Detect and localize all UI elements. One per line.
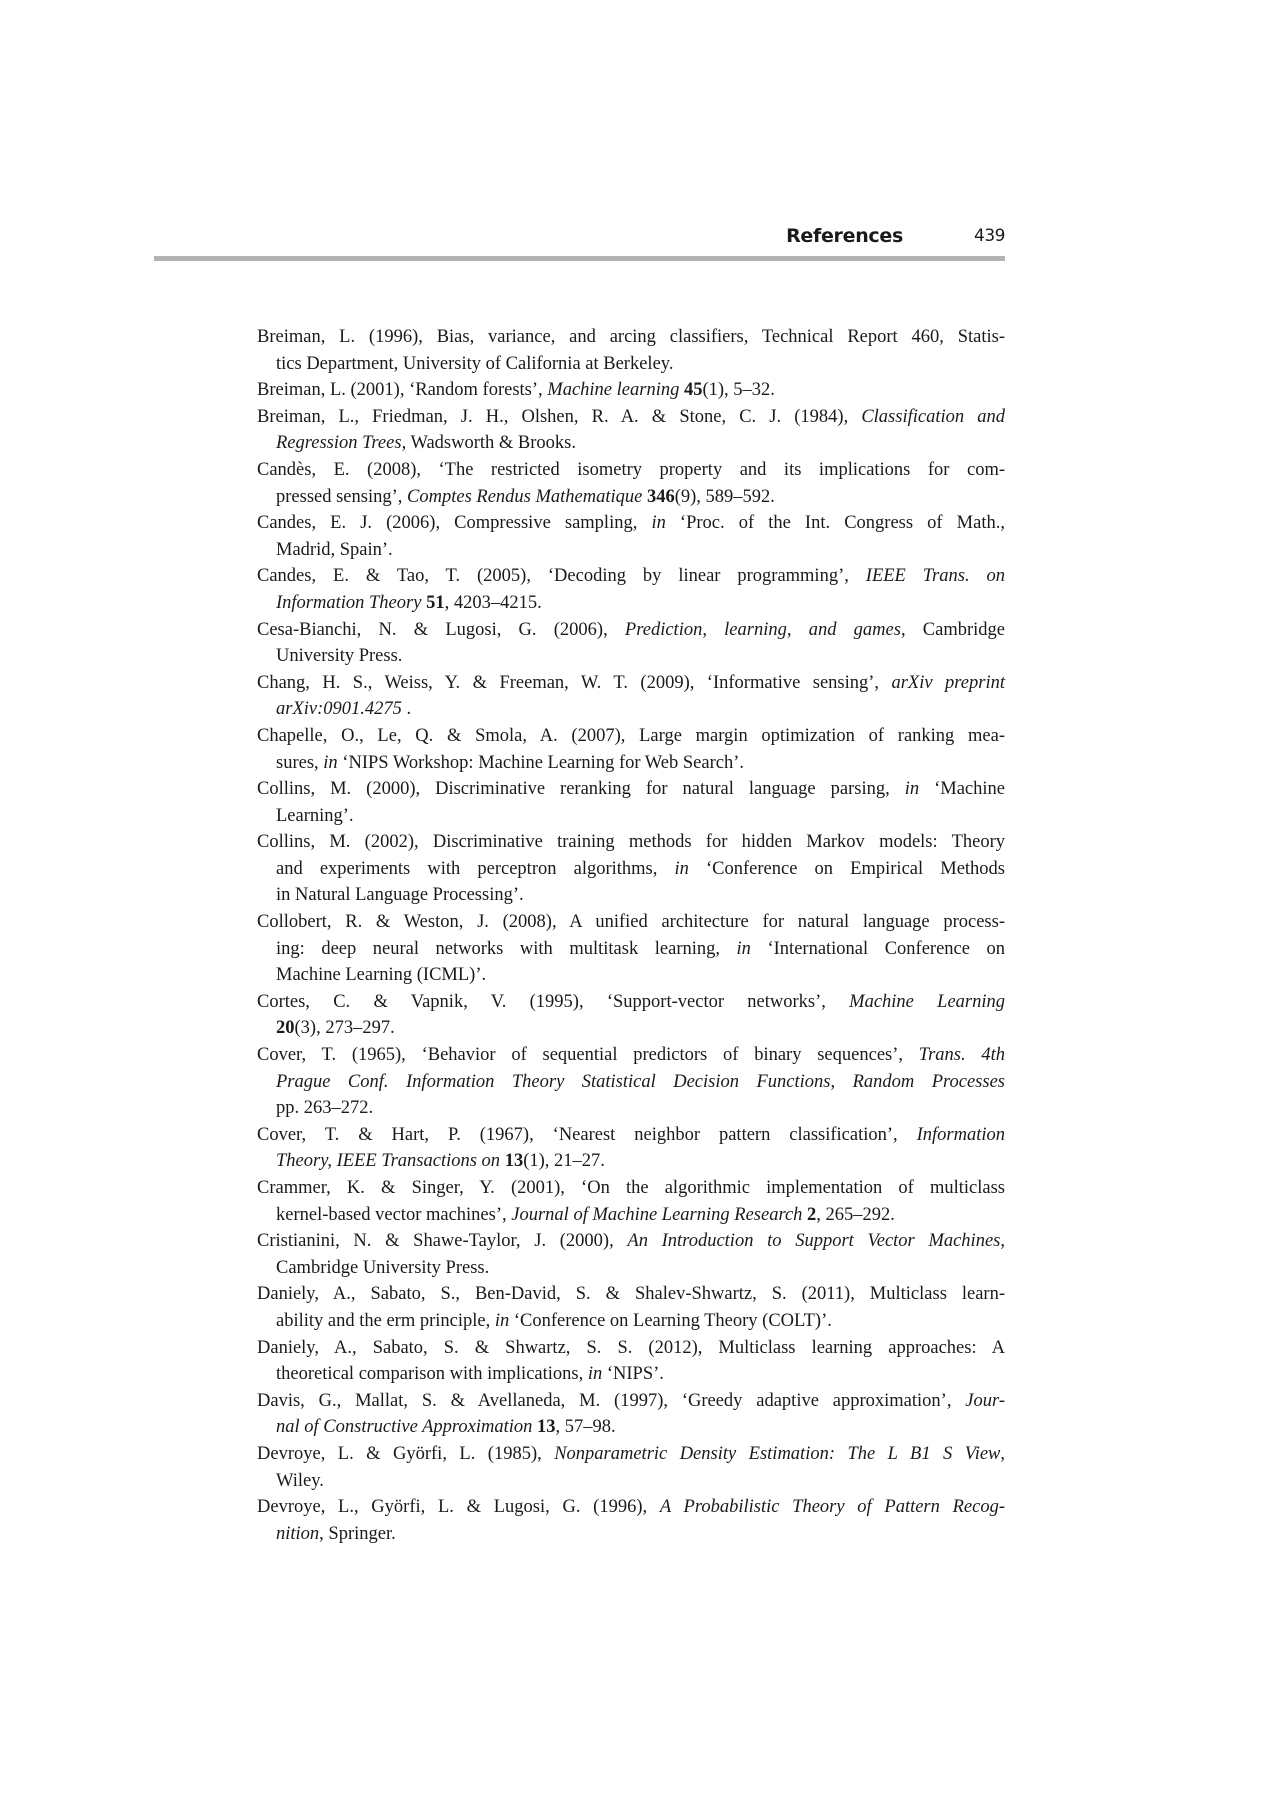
reference-text: tics Department, University of California at Berkeley.: [276, 353, 674, 374]
reference-line: [257, 856, 1005, 883]
reference-text: , 4203–4215.: [444, 592, 542, 613]
reference-text: theoretical comparison with implications,: [276, 1364, 588, 1385]
reference-entry: [257, 776, 1005, 829]
reference-entry: [257, 909, 1005, 989]
reference-text: ‘NIPS Workshop: Machine Learning for Web Search’.: [337, 752, 744, 773]
reference-entry: [257, 1122, 1005, 1175]
reference-text: Machine Learning (ICML)’.: [276, 965, 487, 986]
reference-text: Daniely, A., Sabato, S., Ben-David, S. & Shalev-Shwartz, S. (2011), Multiclass learn-: [257, 1284, 1005, 1305]
reference-text: Chapelle, O., Le, Q. & Smola, A. (2007), Large margin optimization of ranking mea-: [257, 725, 1005, 746]
reference-entry: [257, 324, 1005, 377]
reference-line: [257, 1414, 1005, 1441]
reference-text: sures,: [276, 752, 324, 773]
reference-text: Learning’.: [276, 805, 354, 826]
reference-volume: 51: [426, 592, 445, 613]
reference-text: Breiman, L. (2001), ‘Random forests’,: [257, 380, 548, 401]
reference-line: [257, 1015, 1005, 1042]
reference-title-italic: nition: [276, 1523, 320, 1544]
reference-text: Crammer, K. & Singer, Y. (2001), ‘On the algorithmic implementation of multiclass: [257, 1178, 1005, 1198]
reference-text: ‘Proc. of the Int. Congress of Math.,: [665, 513, 1005, 534]
reference-title-italic: Comptes Rendus Mathematique: [407, 486, 643, 507]
reference-text: (1), 5–32.: [702, 380, 775, 401]
reference-line: [257, 1148, 1005, 1175]
reference-text: , Wadsworth & Brooks.: [401, 433, 576, 454]
reference-text: Breiman, L., Friedman, J. H., Olshen, R. A. & Stone, C. J. (1984),: [257, 406, 862, 427]
reference-text: ability and the erm principle,: [276, 1310, 495, 1331]
reference-entry: [257, 670, 1005, 723]
reference-line: [257, 377, 1005, 404]
reference-text: Wiley.: [276, 1470, 324, 1491]
reference-line: [257, 510, 1005, 537]
reference-line: [257, 989, 1005, 1016]
reference-text: in Natural Language Processing’.: [276, 885, 524, 906]
reference-text: (1), 21–27.: [523, 1151, 605, 1172]
reference-line: [257, 1042, 1005, 1069]
reference-line: [257, 936, 1005, 963]
reference-line: [257, 750, 1005, 777]
reference-title-italic: A Probabilistic Theory of Pattern Recog-: [659, 1497, 1005, 1518]
reference-title-italic: in: [736, 938, 751, 959]
reference-entry: [257, 723, 1005, 776]
reference-title-italic: Machine Learning: [849, 991, 1005, 1012]
reference-title-italic: arXiv preprint: [891, 672, 1005, 693]
reference-title-italic: IEEE Trans. on: [865, 566, 1005, 587]
reference-text: Cover, T. & Hart, P. (1967), ‘Nearest neighbor pattern classification’,: [257, 1124, 917, 1145]
reference-title-italic: in: [674, 858, 689, 879]
reference-line: [257, 1521, 1005, 1548]
reference-line: [257, 590, 1005, 617]
reference-title-italic: Trans. 4th: [918, 1045, 1006, 1066]
reference-title-italic: Regression Trees: [276, 433, 402, 454]
reference-volume: 45: [683, 380, 703, 401]
reference-text: Collobert, R. & Weston, J. (2008), A unified architecture for natural language process-: [257, 912, 1005, 933]
reference-line: [257, 643, 1005, 670]
reference-text: .: [401, 699, 412, 720]
reference-line: [257, 351, 1005, 378]
reference-entry: [257, 457, 1005, 510]
reference-text: Cristianini, N. & Shawe-Taylor, J. (2000),: [257, 1231, 628, 1252]
reference-line: [257, 1228, 1005, 1255]
reference-line: [257, 776, 1005, 803]
reference-line: [257, 1202, 1005, 1229]
reference-line: [257, 909, 1005, 936]
reference-text: , 57–98.: [555, 1417, 616, 1438]
reference-entry: [257, 1335, 1005, 1388]
reference-text: University Press.: [276, 646, 403, 667]
reference-text: Collins, M. (2002), Discriminative training methods for hidden Markov models: Theory: [257, 832, 1005, 853]
reference-volume: 13: [537, 1417, 556, 1438]
reference-text: ing: deep neural networks with multitask learning,: [276, 938, 737, 959]
reference-title-italic: Information: [916, 1124, 1005, 1145]
reference-text: ,: [1000, 1231, 1005, 1252]
reference-title-italic: in: [587, 1364, 603, 1385]
reference-line: [257, 962, 1005, 989]
header-rule: [154, 256, 1005, 261]
reference-text: Chang, H. S., Weiss, Y. & Freeman, W. T. (2009), ‘Informative sensing’,: [257, 672, 892, 693]
reference-volume: 2: [807, 1204, 817, 1225]
reference-title-italic: Theory, IEEE Transactions on: [276, 1151, 501, 1172]
reference-text: ‘NIPS’.: [602, 1364, 664, 1385]
reference-line: [257, 696, 1005, 723]
reference-line: [257, 1095, 1005, 1122]
reference-line: [257, 324, 1005, 351]
reference-text: pressed sensing’,: [276, 486, 408, 507]
reference-list: [257, 324, 1005, 1547]
reference-text: Cortes, C. & Vapnik, V. (1995), ‘Support-vector networks’,: [257, 991, 850, 1012]
reference-line: [257, 1388, 1005, 1415]
reference-text: Candes, E. J. (2006), Compressive sampling,: [257, 513, 652, 534]
reference-line: [257, 1122, 1005, 1149]
reference-text: , Springer.: [319, 1523, 396, 1544]
reference-entry: [257, 1228, 1005, 1281]
reference-line: [257, 404, 1005, 431]
reference-title-italic: in: [323, 752, 338, 773]
reference-line: [257, 1255, 1005, 1282]
reference-text: Cesa-Bianchi, N. & Lugosi, G. (2006),: [257, 619, 625, 640]
reference-entry: [257, 1494, 1005, 1547]
reference-line: [257, 1468, 1005, 1495]
reference-line: [257, 563, 1005, 590]
reference-text: ‘International Conference on: [750, 938, 1005, 959]
reference-entry: [257, 617, 1005, 670]
reference-text: ‘Conference on Learning Theory (COLT)’.: [509, 1310, 832, 1331]
reference-line: [257, 484, 1005, 511]
reference-title-italic: An Introduction to Support Vector Machines: [627, 1231, 1001, 1252]
reference-entry: [257, 1441, 1005, 1494]
reference-line: [257, 670, 1005, 697]
reference-title-italic: Information Theory: [276, 592, 422, 613]
reference-text: Cover, T. (1965), ‘Behavior of sequential predictors of binary sequences’,: [257, 1045, 919, 1066]
reference-text: Breiman, L. (1996), Bias, variance, and arcing classifiers, Technical Report 460, Statis-: [257, 327, 1005, 347]
reference-line: [257, 537, 1005, 564]
reference-text: and experiments with perceptron algorithms,: [276, 858, 675, 879]
reference-title-italic: in: [651, 513, 666, 534]
reference-text: Candès, E. (2008), ‘The restricted isometry property and its implications for com-: [257, 459, 1005, 480]
reference-volume: 346: [646, 486, 675, 507]
reference-text: (3), 273–297.: [294, 1018, 395, 1039]
reference-line: [257, 1361, 1005, 1388]
reference-line: [257, 882, 1005, 909]
reference-entry: [257, 510, 1005, 563]
reference-title-italic: Classification and: [861, 406, 1005, 427]
reference-text: Madrid, Spain’.: [276, 539, 393, 560]
reference-text: ‘Machine: [919, 779, 1005, 800]
reference-line: [257, 803, 1005, 830]
running-header: [154, 225, 1005, 251]
reference-text: Collins, M. (2000), Discriminative reranking for natural language parsing,: [257, 779, 905, 800]
reference-title-italic: Machine learning: [547, 380, 680, 401]
reference-line: [257, 1335, 1005, 1362]
section-title: References: [786, 225, 903, 247]
reference-line: [257, 430, 1005, 457]
reference-line: [257, 1494, 1005, 1521]
reference-text: Daniely, A., Sabato, S. & Shwartz, S. S. (2012), Multiclass learning approaches: A: [257, 1337, 1005, 1358]
page-number: 439: [974, 226, 1005, 246]
reference-entry: [257, 1175, 1005, 1228]
reference-text: Davis, G., Mallat, S. & Avellaneda, M. (1997), ‘Greedy adaptive approximation’,: [257, 1390, 966, 1411]
reference-text: pp. 263–272.: [276, 1098, 374, 1119]
reference-line: [257, 617, 1005, 644]
reference-entry: [257, 1388, 1005, 1441]
reference-text: ‘Conference on Empirical Methods: [688, 858, 1005, 879]
reference-title-italic: in: [904, 779, 920, 800]
reference-title-italic: nal of Constructive Approximation: [276, 1417, 533, 1438]
reference-text: , Cambridge: [900, 619, 1005, 640]
reference-title-italic: Prague Conf. Information Theory Statistical Decision Functions, Random Processes: [276, 1071, 1005, 1092]
reference-line: [257, 1281, 1005, 1308]
reference-text: Devroye, L., Györfi, L. & Lugosi, G. (1996),: [257, 1497, 660, 1518]
reference-text: Devroye, L. & Györfi, L. (1985),: [257, 1443, 555, 1464]
reference-title-italic: Jour-: [965, 1390, 1005, 1411]
reference-entry: [257, 1042, 1005, 1122]
reference-text: (9), 589–592.: [674, 486, 775, 507]
reference-entry: [257, 404, 1005, 457]
reference-text: , 265–292.: [816, 1204, 895, 1225]
reference-title-italic: in: [494, 1310, 510, 1331]
reference-volume: 13: [504, 1151, 524, 1172]
reference-title-italic: arXiv:0901.4275: [276, 699, 402, 720]
reference-line: [257, 829, 1005, 856]
reference-entry: [257, 989, 1005, 1042]
reference-title-italic: Nonparametric Density Estimation: The L B1 S View: [554, 1443, 1001, 1464]
reference-line: [257, 1069, 1005, 1096]
reference-line: [257, 457, 1005, 484]
reference-text: kernel-based vector machines’,: [276, 1204, 512, 1225]
reference-entry: [257, 563, 1005, 616]
reference-volume: 20: [276, 1018, 295, 1039]
reference-text: ,: [1000, 1443, 1006, 1464]
reference-line: [257, 1308, 1005, 1335]
reference-line: [257, 1441, 1005, 1468]
reference-title-italic: Journal of Machine Learning Research: [511, 1204, 803, 1225]
reference-entry: [257, 377, 1005, 404]
reference-entry: [257, 1281, 1005, 1334]
reference-line: [257, 723, 1005, 750]
reference-title-italic: Prediction, learning, and games: [624, 619, 901, 640]
reference-text: Cambridge University Press.: [276, 1257, 490, 1278]
reference-text: Candes, E. & Tao, T. (2005), ‘Decoding by linear programming’,: [257, 566, 866, 587]
reference-entry: [257, 829, 1005, 909]
reference-line: [257, 1175, 1005, 1202]
